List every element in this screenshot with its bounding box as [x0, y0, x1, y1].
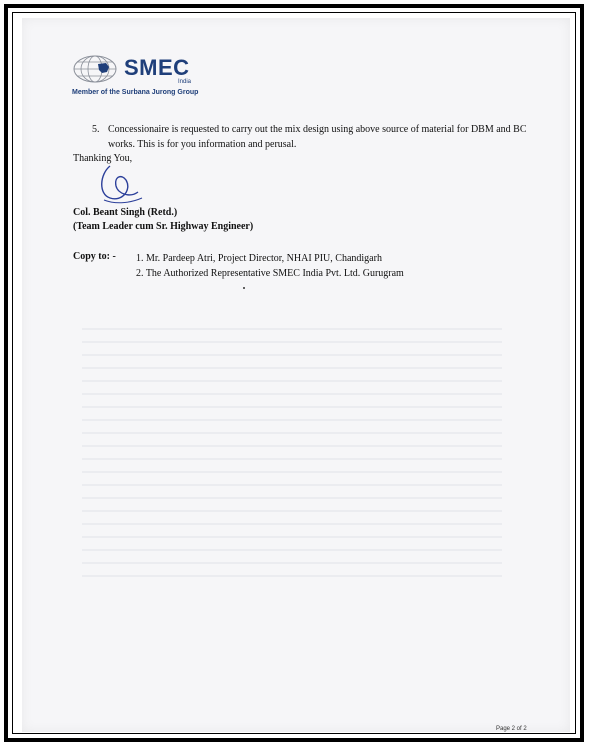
signer-name: Col. Beant Singh (Retd.): [73, 207, 178, 218]
point-text: Concessionaire is requested to carry out the mix design using above source of material for DBM and BC works. This is for you information and perusal.: [108, 124, 527, 150]
logo-region: India: [178, 79, 192, 85]
signature-mark: [92, 160, 152, 210]
signer-title: (Team Leader cum Sr. Highway Engineer): [73, 221, 254, 232]
logo-member-line: Member of the Surbana Jurong Group: [72, 89, 199, 96]
closing-line: Thanking You,: [73, 153, 133, 164]
list-item: 2. The Authorized Representative SMEC India Pvt. Ltd. Gurugram: [136, 268, 404, 279]
bleed-through-decoration: [82, 328, 502, 588]
letter-point-5: [92, 122, 532, 152]
globe-icon: [72, 54, 118, 84]
logo-wordmark: SMEC: [124, 55, 190, 80]
copy-to-list: [136, 251, 404, 281]
list-item: 1. Mr. Pardeep Atri, Project Director, NHAI PIU, Chandigarh: [136, 253, 382, 264]
page-number: Page 2 of 2: [496, 726, 527, 732]
point-number: 5.: [92, 124, 100, 135]
copy-to-label: Copy to: -: [73, 251, 116, 262]
ink-speck: [243, 287, 245, 289]
